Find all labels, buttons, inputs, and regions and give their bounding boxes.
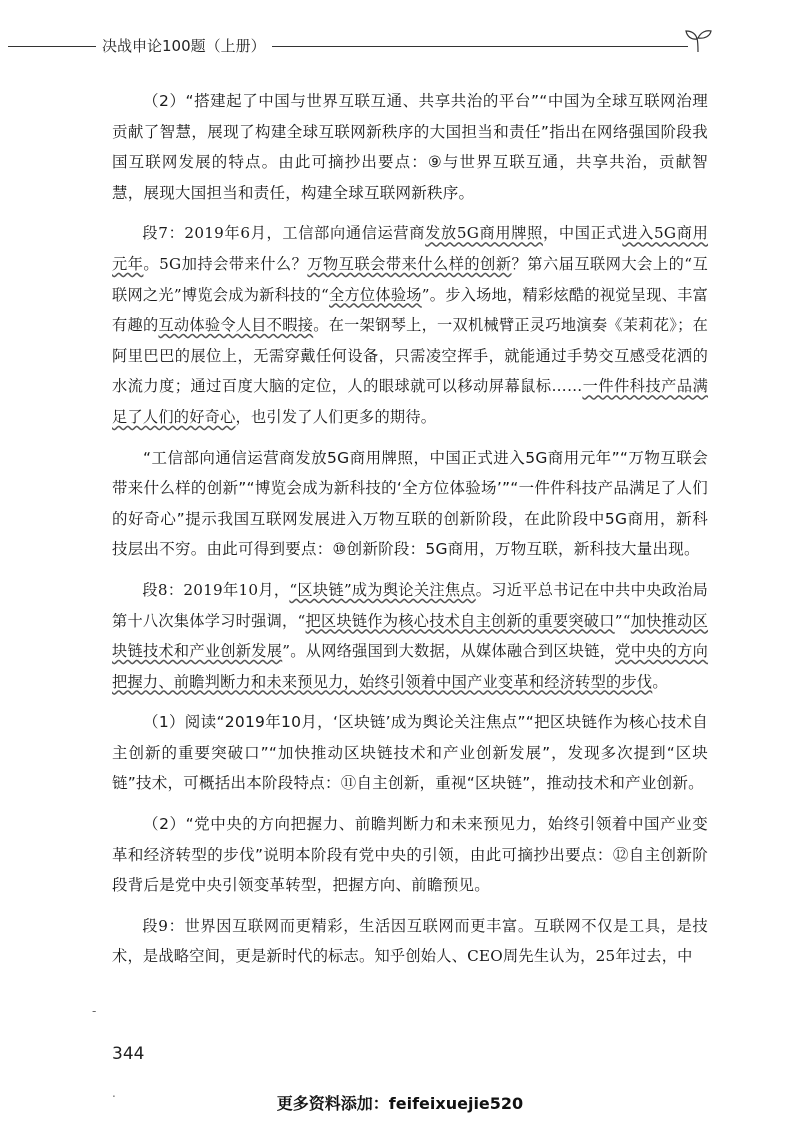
text-span: ，中国正式 [542,224,623,243]
sprout-icon [682,26,714,56]
text-span: 段8：2019年10月， [142,580,290,599]
paragraph-segment-8 [112,575,708,697]
underlined-phrase: 一件件科技产品满足了人们的好奇心 [112,377,709,426]
paragraph-analysis-8-1 [112,707,708,799]
text-span: ，也引发了人们更多的期待。 [235,407,437,426]
underlined-phrase: 万物互联会带来什么样的创新 [307,254,512,273]
paragraph-gap [112,799,708,809]
paragraph-segment-7 [112,218,708,432]
paragraph-analysis-8-2 [112,809,708,901]
paragraph-gap [112,697,708,707]
footer-note: 更多资料添加：feifeixuejie520 [276,1094,524,1113]
text-span: （1）阅读“2019年10月，‘区块链’成为舆论关注焦点”“把区块链作为核心技术自主创新的重要突破口”“加快推动区块链技术和产业创新发展”，发现多次提到“区块链”技术，可概括出本阶段特点：⑪自主创新，重视“区块链”，推动技术和产业创新。 [112,713,708,793]
underlined-phrase: “区块链”成为舆论关注焦点 [289,580,476,599]
paragraph-analysis-7 [112,443,708,565]
text-span: ”。步入场地，精彩炫酷的视觉呈现、丰富有趣的 [112,285,709,335]
paragraph-gap [112,901,708,911]
paragraph-segment-9 [112,911,708,972]
text-span: ”“ [614,611,631,630]
paragraph-gap [112,433,708,443]
text-span: 。在一架钢琴上，一双机械臂正灵巧地演奏《茉莉花》；在阿里巴巴的展位上，无需穿戴任何设备，只需凌空挥手，就能通过手势交互感受花洒的水流力度；通过百度大脑的定位，人的眼球就可以移动屏幕鼠标…… [112,316,709,396]
text-span: ？第六届互联网大会上的“互联网之光”博览会成为新科技的“ [112,254,709,304]
text-span: 。习近平总书记在中共中央政治局第十八次集体学习时强调，“ [112,580,709,630]
text-span: “工信部向通信运营商发放5G商用牌照，中国正式进入5G商用元年”“万物互联会带来什么样的创新”“博览会成为新科技的‘全方位体验场’”“一件件科技产品满足了人们的好奇心”提示我国互联网发展进入万物互联的创新阶段，在此阶段中5G商用，新科技层出不穷。由此可得到要点：⑩创新阶段：5G商用，万物互联，新科技大量出现。 [112,448,708,559]
book-title: 决战申论100题（上册） [102,37,266,55]
underlined-phrase: 进入5G商用元年 [112,224,709,273]
underlined-phrase: 发放5G商用牌照 [425,224,543,243]
underlined-phrase: 党中央的方向把握力、前瞻判断力和未来预见力，始终引领着中国产业变革和经济转型的步伐 [112,642,709,691]
underlined-phrase: 把区块链作为核心技术自主创新的重要突破口 [305,611,615,630]
paragraph-analysis-6-2 [112,86,708,208]
page-number: 344 [112,1044,145,1064]
underlined-phrase: 加快推动区块链技术和产业创新发展 [112,611,709,661]
text-span: （2）“搭建起了中国与世界互联互通、共享共治的平台”“中国为全球互联网治理贡献了智慧，展现了构建全球互联网新秩序的大国担当和责任”指出在网络强国阶段我国互联网发展的特点。由此可摘抄出要点：⑨与世界互联互通，共享共治，贡献智慧，展现大国担当和责任，构建全球互联网新秩序。 [112,92,708,202]
paragraph-gap [112,565,708,575]
scan-speck: - [92,1004,97,1018]
text-span: 。 [652,672,668,691]
paragraph-gap [112,208,708,218]
text-span: （2）“党中央的方向把握力、前瞻判断力和未来预见力，始终引领着中国产业变革和经济转型的步伐”说明本阶段有党中央的引领，由此可摘抄出要点：⑫自主创新阶段背后是党中央引领变革转型，把握方向、前瞻预见。 [112,815,708,895]
header-rule-right [272,46,688,47]
running-header [0,34,800,58]
underlined-phrase: 全方位体验场 [329,285,422,304]
text-span: 。5G加持会带来什么？ [143,254,308,273]
page-body [112,86,708,972]
text-span: ”。从网络强国到大数据，从媒体融合到区块链， [282,642,616,661]
scan-speck: . [112,1086,116,1100]
underlined-phrase: 互动体验令人目不暇接 [158,316,314,335]
header-rule-left [8,46,96,47]
text-span: 段9：世界因互联网而更精彩，生活因互联网而更丰富。互联网不仅是工具，是技术，是战略空间，更是新时代的标志。知乎创始人、CEO周先生认为，25年过去，中 [112,916,708,966]
text-span: 段7：2019年6月，工信部向通信运营商 [142,224,426,243]
